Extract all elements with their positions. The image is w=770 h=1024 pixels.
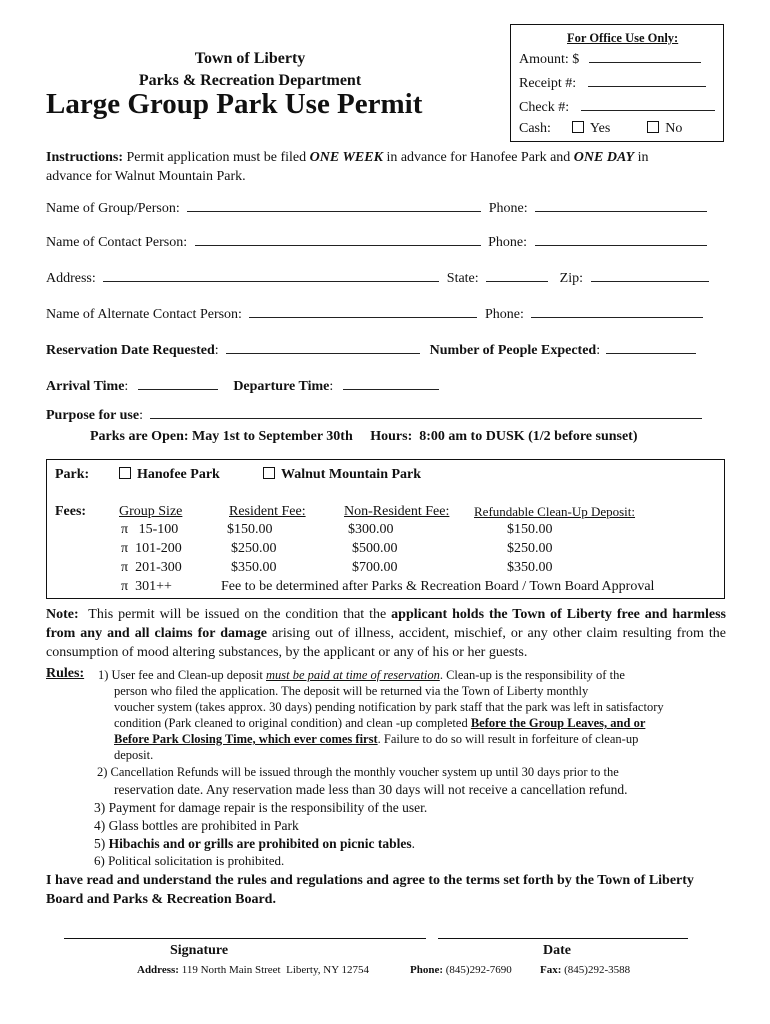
contact-name-field[interactable] bbox=[195, 232, 481, 246]
hanofee-label: Hanofee Park bbox=[137, 467, 220, 482]
group-name-field[interactable] bbox=[187, 198, 481, 212]
footer-phone bbox=[410, 964, 512, 976]
fee-group-size: 201-300 bbox=[135, 560, 182, 575]
footer-phone-value: (845)292-7690 bbox=[443, 964, 512, 976]
fee-resident: $250.00 bbox=[231, 541, 277, 556]
group-phone-label: Phone: bbox=[488, 201, 528, 216]
address-row bbox=[46, 268, 709, 287]
fee-bullet: π bbox=[121, 541, 129, 556]
fee-deposit: $250.00 bbox=[507, 541, 553, 556]
date-line[interactable] bbox=[438, 938, 688, 939]
rule-1-line-4 bbox=[114, 716, 645, 731]
rule-1-emphasis: must be paid at time of reservation bbox=[266, 668, 440, 682]
office-amount-line[interactable] bbox=[589, 49, 701, 63]
rule-5-period: . bbox=[411, 836, 416, 851]
fee-deposit: $350.00 bbox=[507, 560, 553, 575]
note-label: Note: bbox=[46, 607, 79, 622]
fee-group-size: 15-100 bbox=[138, 522, 179, 537]
footer-address bbox=[137, 964, 369, 976]
alternate-contact-field[interactable] bbox=[249, 304, 477, 318]
alternate-contact-row bbox=[46, 304, 703, 323]
rule-3: 3) Payment for damage repair is the responsibility of the user. bbox=[94, 800, 428, 815]
rule-1-line-6: deposit. bbox=[114, 748, 154, 762]
office-use-box bbox=[510, 24, 724, 142]
alternate-phone-field[interactable] bbox=[531, 304, 703, 318]
rules-label: Rules: bbox=[46, 666, 85, 681]
group-name-row bbox=[46, 198, 707, 217]
address-label: Address: bbox=[46, 271, 96, 286]
office-amount-row bbox=[519, 49, 701, 68]
footer-fax-value: (845)292-3588 bbox=[561, 964, 631, 976]
header-block bbox=[120, 48, 380, 92]
fee-header-nonresident: Non-Resident Fee: bbox=[344, 504, 450, 519]
office-receipt-line[interactable] bbox=[588, 73, 706, 87]
reservation-date-label: Reservation Date Requested bbox=[46, 343, 215, 358]
cash-no-label: No bbox=[665, 121, 683, 136]
purpose-label: Purpose for use bbox=[46, 408, 140, 423]
zip-field[interactable] bbox=[591, 268, 709, 282]
contact-name-row bbox=[46, 232, 707, 251]
arrival-colon: : bbox=[124, 379, 129, 394]
fee-bullet: π bbox=[121, 522, 129, 537]
town-name: Town of Liberty bbox=[194, 50, 306, 67]
office-check-label: Check #: bbox=[519, 100, 570, 115]
rule-1-line-1 bbox=[98, 668, 625, 683]
rule-1-line-3: voucher system (takes approx. 30 days) pending notification by park staff that the park was left in satisfactory bbox=[114, 700, 664, 714]
instructions-line-2: advance for Walnut Mountain Park. bbox=[46, 169, 246, 184]
park-option-walnut[interactable] bbox=[263, 467, 421, 483]
page-title: Large Group Park Use Permit bbox=[46, 88, 423, 120]
park-hours: Parks are Open: May 1st to September 30th Hours: 8:00 am to DUSK (1/2 before sunset) bbox=[90, 429, 638, 444]
fee-resident: $150.00 bbox=[227, 522, 273, 537]
office-cash-label: Cash: bbox=[519, 121, 551, 136]
department-name: Parks & Recreation Department bbox=[138, 72, 362, 89]
park-label: Park: bbox=[55, 467, 90, 482]
fees-label: Fees: bbox=[55, 504, 87, 519]
fee-row bbox=[121, 579, 172, 595]
state-field[interactable] bbox=[486, 268, 548, 282]
instructions-text-3: in bbox=[634, 150, 649, 165]
address-field[interactable] bbox=[103, 268, 439, 282]
fee-nonresident: $700.00 bbox=[352, 560, 398, 575]
fee-group-size: 301++ bbox=[135, 579, 172, 594]
office-check-row bbox=[519, 97, 715, 116]
hanofee-checkbox[interactable] bbox=[119, 467, 131, 479]
footer-fax-label: Fax: bbox=[540, 964, 562, 976]
footer-address-value: 119 North Main Street Liberty, NY 12754 bbox=[178, 964, 370, 976]
alternate-phone-label: Phone: bbox=[484, 307, 524, 322]
footer-address-label: Address: bbox=[137, 964, 179, 976]
note-text-2: arising out of illness, accident, mischief, or any other claim resulting from the consumption of mood altering substances, by the applicant or any of his or her guests. bbox=[46, 626, 727, 660]
date-label: Date bbox=[543, 943, 571, 958]
fee-resident: $350.00 bbox=[231, 560, 277, 575]
instructions-label: Instructions: bbox=[46, 150, 124, 165]
departure-time-field[interactable] bbox=[343, 376, 439, 390]
rule-1-text: 1) User fee and Clean-up deposit bbox=[98, 668, 266, 682]
cash-yes-label: Yes bbox=[589, 121, 611, 136]
fee-row bbox=[121, 522, 178, 538]
office-cash-row bbox=[519, 121, 682, 137]
rule-1-line-4-bold: Before the Group Leaves, and or bbox=[470, 716, 646, 730]
cash-no-checkbox[interactable] bbox=[647, 121, 659, 133]
office-use-heading: For Office Use Only: bbox=[567, 31, 679, 45]
instructions bbox=[46, 148, 726, 186]
fee-bullet: π bbox=[121, 560, 129, 575]
instructions-text-1: Permit application must be filed bbox=[123, 150, 310, 165]
rule-2-line-1: 2) Cancellation Refunds will be issued through the monthly voucher system up until 30 days prior to the bbox=[97, 765, 619, 779]
instructions-text-2: in advance for Hanofee Park and bbox=[382, 150, 574, 165]
walnut-checkbox[interactable] bbox=[263, 467, 275, 479]
fee-header-resident: Resident Fee: bbox=[229, 504, 306, 519]
purpose-colon: : bbox=[139, 408, 143, 423]
cash-yes-checkbox[interactable] bbox=[572, 121, 584, 133]
signature-label: Signature bbox=[170, 943, 229, 958]
note-text-1: This permit will be issued on the condition that the bbox=[78, 607, 392, 622]
contact-name-label: Name of Contact Person: bbox=[46, 235, 188, 250]
arrival-time-field[interactable] bbox=[138, 376, 218, 390]
people-expected-field[interactable] bbox=[606, 340, 696, 354]
state-label: State: bbox=[446, 271, 479, 286]
rule-4: 4) Glass bottles are prohibited in Park bbox=[94, 818, 299, 833]
zip-label: Zip: bbox=[559, 271, 584, 286]
footer-phone-label: Phone: bbox=[410, 964, 443, 976]
purpose-row bbox=[46, 405, 702, 424]
contact-phone-field[interactable] bbox=[535, 232, 707, 246]
rule-5-bold: Hibachis and or grills are prohibited on picnic tables bbox=[108, 836, 412, 851]
people-expected-label: Number of People Expected bbox=[429, 343, 597, 358]
people-colon: : bbox=[596, 343, 601, 358]
group-phone-field[interactable] bbox=[535, 198, 707, 212]
fee-row bbox=[121, 541, 182, 557]
walnut-label: Walnut Mountain Park bbox=[281, 467, 422, 482]
rule-1-line-5-bold: Before Park Closing Time, which ever comes first bbox=[114, 732, 378, 746]
signature-line[interactable] bbox=[64, 938, 426, 939]
fee-nonresident: $500.00 bbox=[352, 541, 398, 556]
fee-tbd-note: Fee to be determined after Parks & Recreation Board / Town Board Approval bbox=[221, 579, 655, 594]
departure-colon: : bbox=[329, 379, 334, 394]
office-receipt-row bbox=[519, 73, 706, 92]
note-paragraph bbox=[46, 605, 726, 662]
reservation-date-field[interactable] bbox=[226, 340, 420, 354]
group-name-label: Name of Group/Person: bbox=[46, 201, 180, 216]
rule-1-line-5-text: . Failure to do so will result in forfeiture of clean-up bbox=[377, 732, 639, 746]
fee-bullet: π bbox=[121, 579, 129, 594]
park-fees-box bbox=[46, 459, 725, 599]
rule-1-line-5 bbox=[114, 732, 638, 747]
fee-header-group-size: Group Size bbox=[119, 504, 183, 519]
fee-group-size: 101-200 bbox=[135, 541, 182, 556]
time-row bbox=[46, 376, 439, 395]
rule-5-num: 5) bbox=[94, 836, 109, 851]
rule-1-line-4-text: condition (Park cleaned to original condition) and clean -up completed bbox=[114, 716, 471, 730]
instructions-one-week: ONE WEEK bbox=[309, 150, 383, 165]
rule-5 bbox=[94, 836, 415, 852]
rule-1-text-end: . Clean-up is the responsibility of the bbox=[439, 668, 625, 682]
office-receipt-label: Receipt #: bbox=[519, 76, 577, 91]
purpose-field[interactable] bbox=[150, 405, 702, 419]
contact-phone-label: Phone: bbox=[488, 235, 528, 250]
instructions-one-day: ONE DAY bbox=[573, 150, 635, 165]
fee-row bbox=[121, 560, 182, 576]
office-check-line[interactable] bbox=[581, 97, 715, 111]
rule-6: 6) Political solicitation is prohibited. bbox=[94, 853, 285, 868]
rule-1-line-2: person who filed the application. The deposit will be returned via the Town of Liberty monthly bbox=[114, 684, 589, 698]
departure-time-label: Departure Time bbox=[233, 379, 330, 394]
alternate-contact-label: Name of Alternate Contact Person: bbox=[46, 307, 242, 322]
fee-header-deposit: Refundable Clean-Up Deposit: bbox=[474, 504, 636, 519]
reservation-row bbox=[46, 340, 696, 359]
office-amount-label: Amount: $ bbox=[519, 52, 580, 67]
agreement-statement: I have read and understand the rules and regulations and agree to the terms set forth by the Town of Liberty Board and Parks & Recreation Board. bbox=[46, 873, 694, 907]
arrival-time-label: Arrival Time bbox=[46, 379, 125, 394]
fee-nonresident: $300.00 bbox=[348, 522, 394, 537]
park-option-hanofee[interactable] bbox=[119, 467, 220, 483]
note-hold-harmless: applicant holds the Town of Liberty free and harmless from any and all claims for damage bbox=[46, 607, 726, 641]
footer-fax bbox=[540, 964, 630, 976]
reservation-colon: : bbox=[214, 343, 219, 358]
rule-2-line-2: reservation date. Any reservation made less than 30 days will not receive a cancellation refund. bbox=[114, 782, 628, 797]
fee-deposit: $150.00 bbox=[507, 522, 553, 537]
